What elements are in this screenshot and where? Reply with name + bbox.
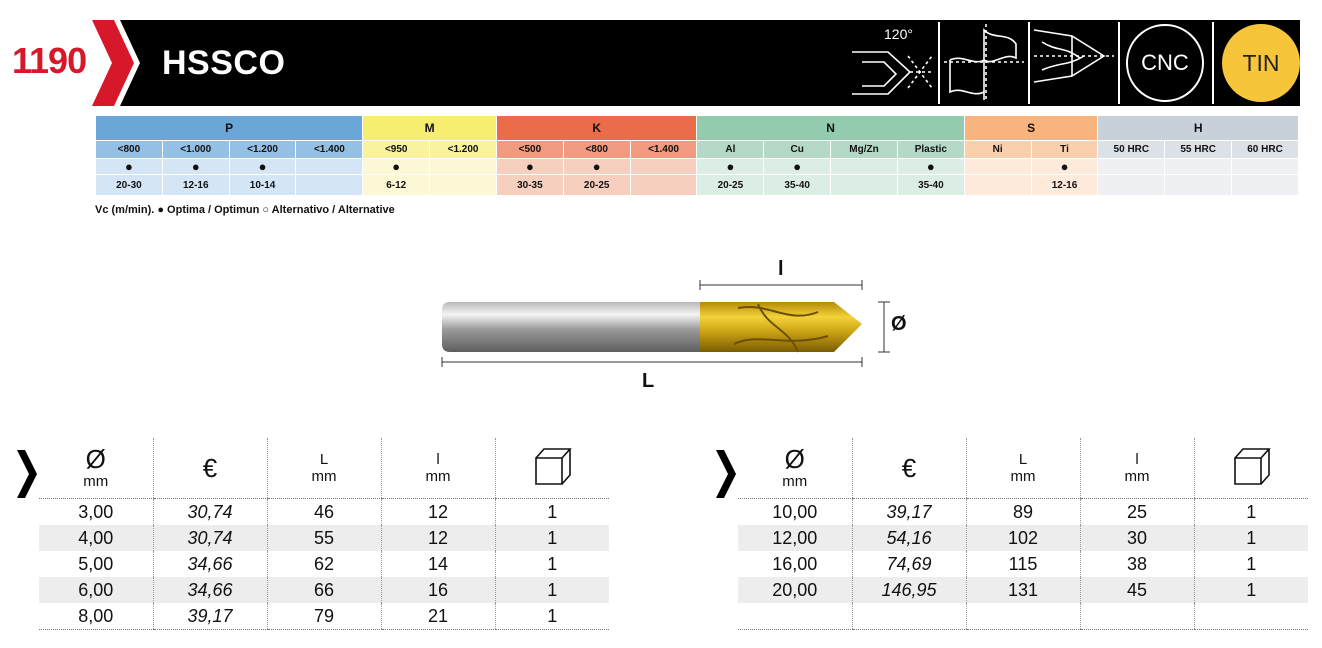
cell-flute-length: 12 (381, 499, 495, 526)
optimal-dot (1098, 159, 1165, 175)
package-box-icon (1231, 446, 1271, 486)
table-row (738, 551, 1308, 577)
material-group-header: S (964, 116, 1098, 141)
cell-total-length (966, 603, 1080, 630)
drill-tip-icon (1032, 22, 1116, 104)
cell-diameter: 16,00 (772, 553, 818, 574)
cutting-speed (831, 175, 898, 196)
cell-total-length: 62 (267, 551, 381, 577)
material-subgroup: <500 (496, 141, 563, 159)
optimal-dot (1232, 159, 1299, 175)
size-table-left (39, 438, 609, 630)
material-group-header: P (96, 116, 363, 141)
cell-pack-qty (1194, 603, 1308, 630)
cell-flute-length: 38 (1080, 551, 1194, 577)
cell-diameter: 6,00 (39, 577, 153, 603)
cell-price: 39,17 (153, 603, 267, 630)
cell-total-length: 89 (966, 499, 1080, 526)
cutting-speed: 12-16 (1031, 175, 1098, 196)
optimal-dot: ● (229, 159, 296, 175)
cutting-speed: 20-25 (563, 175, 630, 196)
cutting-speed (1165, 175, 1232, 196)
table-row (738, 499, 1308, 526)
optimal-dot: ● (162, 159, 229, 175)
material-subgroup: Al (697, 141, 764, 159)
material-subgroup: <950 (363, 141, 430, 159)
col-diameter: Ø mm (39, 438, 153, 499)
optimal-dot: ● (764, 159, 831, 175)
cell-total-length: 79 (267, 603, 381, 630)
material-subgroup: Mg/Zn (831, 141, 898, 159)
cell-pack-qty: 1 (1194, 499, 1308, 526)
cell-flute-length: 25 (1080, 499, 1194, 526)
material-subgroup: <1.200 (430, 141, 497, 159)
cutting-speed (964, 175, 1031, 196)
optimal-dot: ● (496, 159, 563, 175)
table-row (39, 551, 609, 577)
material-subgroup: 55 HRC (1165, 141, 1232, 159)
table-row (39, 577, 609, 603)
cell-total-length: 131 (966, 577, 1080, 603)
tin-coating-badge: TIN (1222, 24, 1300, 102)
cell-diameter: 20,00 (738, 577, 852, 603)
col-price: € (153, 438, 267, 499)
cutting-speed: 12-16 (162, 175, 229, 196)
material-table (95, 115, 1299, 196)
chevron-right-icon (716, 450, 736, 498)
optimal-dot (964, 159, 1031, 175)
product-title: HSSCO (162, 44, 286, 82)
material-subgroup: <1.000 (162, 141, 229, 159)
product-code: 1190 (12, 40, 87, 81)
cell-flute-length: 45 (1080, 577, 1194, 603)
cell-price: 74,69 (852, 551, 966, 577)
table-row (738, 603, 1308, 630)
cutting-speed: 10-14 (229, 175, 296, 196)
col-diameter: Ø mm (738, 438, 852, 499)
material-subgroup: <1.400 (630, 141, 697, 159)
material-subgroup: <1.400 (296, 141, 363, 159)
col-pack (495, 438, 609, 499)
cell-diameter: 10,00 (772, 501, 818, 522)
material-group-header: K (496, 116, 696, 141)
cell-pack-qty: 1 (495, 525, 609, 551)
cell-price: 34,66 (153, 577, 267, 603)
material-subgroup: <1.200 (229, 141, 296, 159)
optimal-dot (296, 159, 363, 175)
material-subgroup: Ni (964, 141, 1031, 159)
cell-flute-length: 30 (1080, 525, 1194, 551)
drill-diagram (438, 258, 898, 379)
table-row (738, 577, 1308, 603)
cell-diameter: 3,00 (78, 501, 114, 522)
cell-diameter: 12,00 (738, 525, 852, 551)
icon-divider (938, 22, 940, 104)
cutting-speed: 6-12 (363, 175, 430, 196)
flute-length-label: l (778, 258, 784, 280)
material-subgroup: Plastic (897, 141, 964, 159)
cell-pack-qty: 1 (495, 603, 609, 630)
angle-label: 120° (884, 26, 913, 42)
cell-price: 34,66 (153, 551, 267, 577)
cell-total-length: 66 (267, 577, 381, 603)
cell-pack-qty: 1 (1194, 551, 1308, 577)
cell-diameter: 4,00 (39, 525, 153, 551)
icon-divider (1118, 22, 1120, 104)
optimal-dot (1165, 159, 1232, 175)
cell-flute-length: 12 (381, 525, 495, 551)
package-box-icon (532, 446, 572, 486)
spiral-flute-icon (942, 22, 1026, 104)
cell-flute-length: 21 (381, 603, 495, 630)
icon-divider (1212, 22, 1214, 104)
cell-total-length: 55 (267, 525, 381, 551)
col-total-length: L mm (966, 438, 1080, 499)
cutting-speed: 35-40 (764, 175, 831, 196)
cell-flute-length (1080, 603, 1194, 630)
optimal-dot: ● (1031, 159, 1098, 175)
cell-price (852, 603, 966, 630)
cell-price: 39,17 (852, 499, 966, 526)
optimal-dot (630, 159, 697, 175)
material-subgroup: 50 HRC (1098, 141, 1165, 159)
vc-legend: Vc (m/min). ● Optima / Optimun ○ Alternativo / Alternative (95, 204, 395, 216)
optimal-dot: ● (563, 159, 630, 175)
material-subgroup: Cu (764, 141, 831, 159)
optimal-dot (430, 159, 497, 175)
optimal-dot: ● (697, 159, 764, 175)
col-flute-length: l mm (381, 438, 495, 499)
cell-pack-qty: 1 (495, 551, 609, 577)
col-total-length: L mm (267, 438, 381, 499)
material-group-header: N (697, 116, 964, 141)
cutting-speed (296, 175, 363, 196)
optimal-dot (831, 159, 898, 175)
material-group-header: H (1098, 116, 1299, 141)
cutting-speed (430, 175, 497, 196)
table-row (39, 603, 609, 630)
cell-total-length: 46 (267, 499, 381, 526)
col-flute-length: l mm (1080, 438, 1194, 499)
cell-pack-qty: 1 (495, 577, 609, 603)
col-pack (1194, 438, 1308, 499)
cell-diameter: 5,00 (78, 553, 114, 574)
cutting-speed: 20-25 (697, 175, 764, 196)
cutting-speed: 35-40 (897, 175, 964, 196)
table-row (39, 499, 609, 526)
cutting-speed: 20-30 (96, 175, 163, 196)
cell-pack-qty: 1 (495, 499, 609, 526)
cell-flute-length: 16 (381, 577, 495, 603)
cutting-speed: 30-35 (496, 175, 563, 196)
cell-price: 30,74 (153, 499, 267, 526)
total-length-label: L (642, 370, 655, 392)
cell-total-length: 115 (966, 551, 1080, 577)
cell-price: 30,74 (153, 525, 267, 551)
cell-total-length: 102 (966, 525, 1080, 551)
material-subgroup: 60 HRC (1232, 141, 1299, 159)
cell-pack-qty: 1 (1194, 577, 1308, 603)
material-subgroup: <800 (96, 141, 163, 159)
table-row (39, 525, 609, 551)
cell-diameter: 8,00 (39, 603, 153, 630)
cutting-speed (630, 175, 697, 196)
cell-price: 146,95 (852, 577, 966, 603)
cell-price: 54,16 (852, 525, 966, 551)
cutting-speed (1098, 175, 1165, 196)
cnc-badge: CNC (1126, 24, 1204, 102)
optimal-dot: ● (363, 159, 430, 175)
cell-flute-length: 14 (381, 551, 495, 577)
col-price: € (852, 438, 966, 499)
material-subgroup: <800 (563, 141, 630, 159)
icon-divider (1028, 22, 1030, 104)
material-group-header: M (363, 116, 497, 141)
chevron-right-icon (17, 450, 37, 498)
cutting-speed (1232, 175, 1299, 196)
cell-diameter (738, 603, 852, 630)
size-table-right (738, 438, 1308, 630)
material-subgroup: Ti (1031, 141, 1098, 159)
optimal-dot: ● (897, 159, 964, 175)
table-row (738, 525, 1308, 551)
cell-pack-qty: 1 (1194, 525, 1308, 551)
diameter-label: Ø (891, 313, 907, 335)
optimal-dot: ● (96, 159, 163, 175)
